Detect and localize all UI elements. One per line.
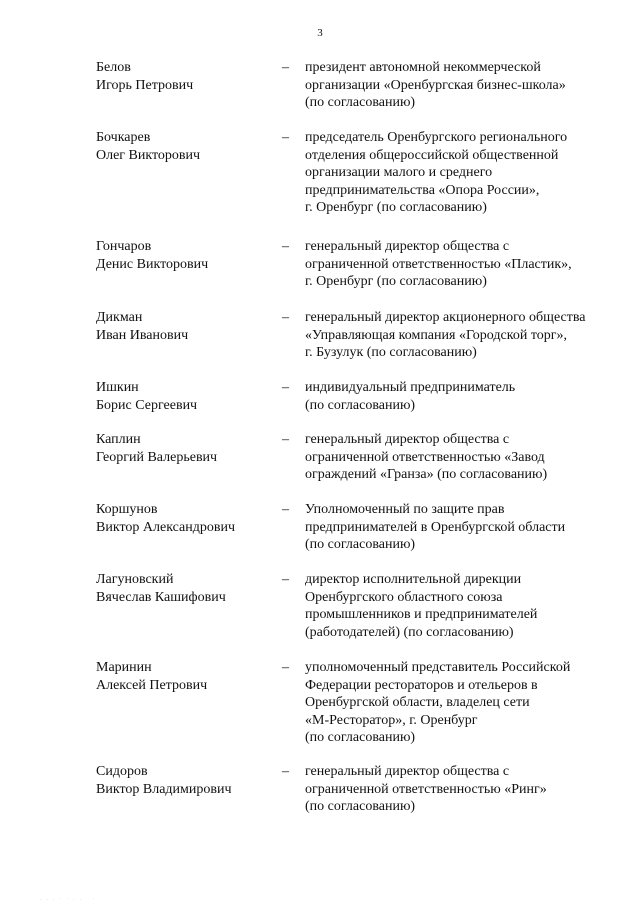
member-role-line: (по согласованию) bbox=[305, 95, 416, 110]
member-role-line: организации «Оренбургская бизнес-школа» bbox=[305, 77, 566, 93]
member-role-line: (по согласованию) bbox=[305, 537, 416, 552]
member-role-line: председатель Оренбургского регионального bbox=[305, 130, 568, 145]
member-surname: Лагуновский bbox=[96, 572, 174, 587]
member-role-line: (по согласованию) bbox=[305, 730, 416, 745]
member-name bbox=[96, 238, 276, 273]
member-role-line: (работодателей) (по согласованию) bbox=[305, 624, 514, 640]
member-surname: Сидоров bbox=[96, 764, 148, 779]
member-given-names: Игорь Петрович bbox=[96, 77, 194, 93]
member-given-names: Алексей Петрович bbox=[96, 677, 208, 693]
member-name bbox=[96, 379, 276, 414]
member-role-line: Уполномоченный по защите прав bbox=[305, 502, 505, 517]
member-given-names: Иван Иванович bbox=[96, 327, 189, 343]
member-role-line: предпринимательства «Опора России», bbox=[305, 182, 540, 198]
member-dash: – bbox=[282, 130, 289, 145]
member-given-names: Денис Викторович bbox=[96, 256, 209, 272]
member-dash: – bbox=[282, 764, 289, 779]
member-role-line: генеральный директор общества с bbox=[305, 432, 510, 447]
member-role-line: директор исполнительной дирекции bbox=[305, 572, 522, 587]
member-surname: Бочкарев bbox=[96, 130, 151, 145]
member-role-line: индивидуальный предприниматель bbox=[305, 380, 516, 395]
member-surname: Каплин bbox=[96, 432, 141, 447]
member-surname: Коршунов bbox=[96, 502, 158, 517]
member-role-line: ограниченной ответственностью «Пластик», bbox=[305, 256, 572, 272]
member-role-line: ограниченной ответственностью «Ринг» bbox=[305, 781, 547, 797]
member-role-line: (по согласованию) bbox=[305, 799, 416, 814]
member-dash: – bbox=[282, 239, 289, 254]
member-role bbox=[305, 571, 615, 641]
member-dash: – bbox=[282, 660, 289, 675]
member-role-line: генеральный директор общества с bbox=[305, 239, 510, 254]
member-name bbox=[96, 309, 276, 344]
member-role-line: президент автономной некоммерческой bbox=[305, 60, 541, 75]
member-role-line: Оренбургского областного союза bbox=[305, 589, 503, 605]
member-dash: – bbox=[282, 310, 289, 325]
member-given-names: Олег Викторович bbox=[96, 147, 201, 163]
member-role bbox=[305, 238, 615, 291]
member-role-line: г. Бузулук (по согласованию) bbox=[305, 345, 477, 360]
member-role bbox=[305, 129, 615, 217]
member-role-line: генеральный директор общества с bbox=[305, 764, 510, 779]
member-role-line: «Управляющая компания «Городской торг», bbox=[305, 327, 568, 343]
member-given-names: Виктор Александрович bbox=[96, 519, 236, 535]
member-role bbox=[305, 379, 615, 414]
member-surname: Маринин bbox=[96, 660, 152, 675]
member-name bbox=[96, 431, 276, 466]
member-role-line: ограниченной ответственностью «Завод bbox=[305, 449, 545, 465]
member-role bbox=[305, 659, 615, 747]
member-name bbox=[96, 763, 276, 798]
member-surname: Ишкин bbox=[96, 380, 139, 395]
member-role bbox=[305, 501, 615, 554]
member-role-line: г. Оренбург (по согласованию) bbox=[305, 200, 487, 215]
member-dash: – bbox=[282, 572, 289, 587]
member-given-names: Виктор Владимирович bbox=[96, 781, 232, 797]
member-given-names: Георгий Валерьевич bbox=[96, 449, 218, 465]
member-role-line: предпринимателей в Оренбургской области bbox=[305, 519, 566, 535]
member-role-line: «М-Ресторатор», г. Оренбург bbox=[305, 712, 478, 728]
member-dash: – bbox=[282, 432, 289, 447]
scan-artifact-marks: . . . · · . . · bbox=[40, 897, 97, 902]
member-role bbox=[305, 309, 615, 362]
member-name bbox=[96, 659, 276, 694]
member-surname: Белов bbox=[96, 60, 131, 75]
member-role-line: г. Оренбург (по согласованию) bbox=[305, 274, 487, 289]
member-role-line: ограждений «Гранза» (по согласованию) bbox=[305, 467, 548, 482]
member-dash: – bbox=[282, 502, 289, 517]
member-surname: Дикман bbox=[96, 310, 143, 325]
member-role-line: генеральный директор акционерного общества bbox=[305, 310, 586, 325]
member-name bbox=[96, 571, 276, 606]
member-role-line: организации малого и среднего bbox=[305, 165, 493, 180]
member-role bbox=[305, 431, 615, 484]
member-given-names: Вячеслав Кашифович bbox=[96, 589, 226, 605]
member-surname: Гончаров bbox=[96, 239, 152, 254]
member-role-line: (по согласованию) bbox=[305, 397, 416, 413]
member-name bbox=[96, 501, 276, 536]
member-role-line: Федерации рестораторов и отельеров в bbox=[305, 677, 538, 693]
member-role-line: промышленников и предпринимателей bbox=[305, 607, 538, 622]
member-role bbox=[305, 763, 615, 816]
member-given-names: Борис Сергеевич bbox=[96, 397, 198, 413]
member-role-line: Оренбургской области, владелец сети bbox=[305, 695, 530, 710]
member-name bbox=[96, 129, 276, 164]
page-number: 3 bbox=[317, 27, 323, 39]
member-dash: – bbox=[282, 60, 289, 75]
member-dash: – bbox=[282, 380, 289, 395]
member-role-line: отделения общероссийской общественной bbox=[305, 147, 559, 163]
member-role-line: уполномоченный представитель Российской bbox=[305, 660, 571, 675]
member-role bbox=[305, 59, 615, 112]
member-name bbox=[96, 59, 276, 94]
